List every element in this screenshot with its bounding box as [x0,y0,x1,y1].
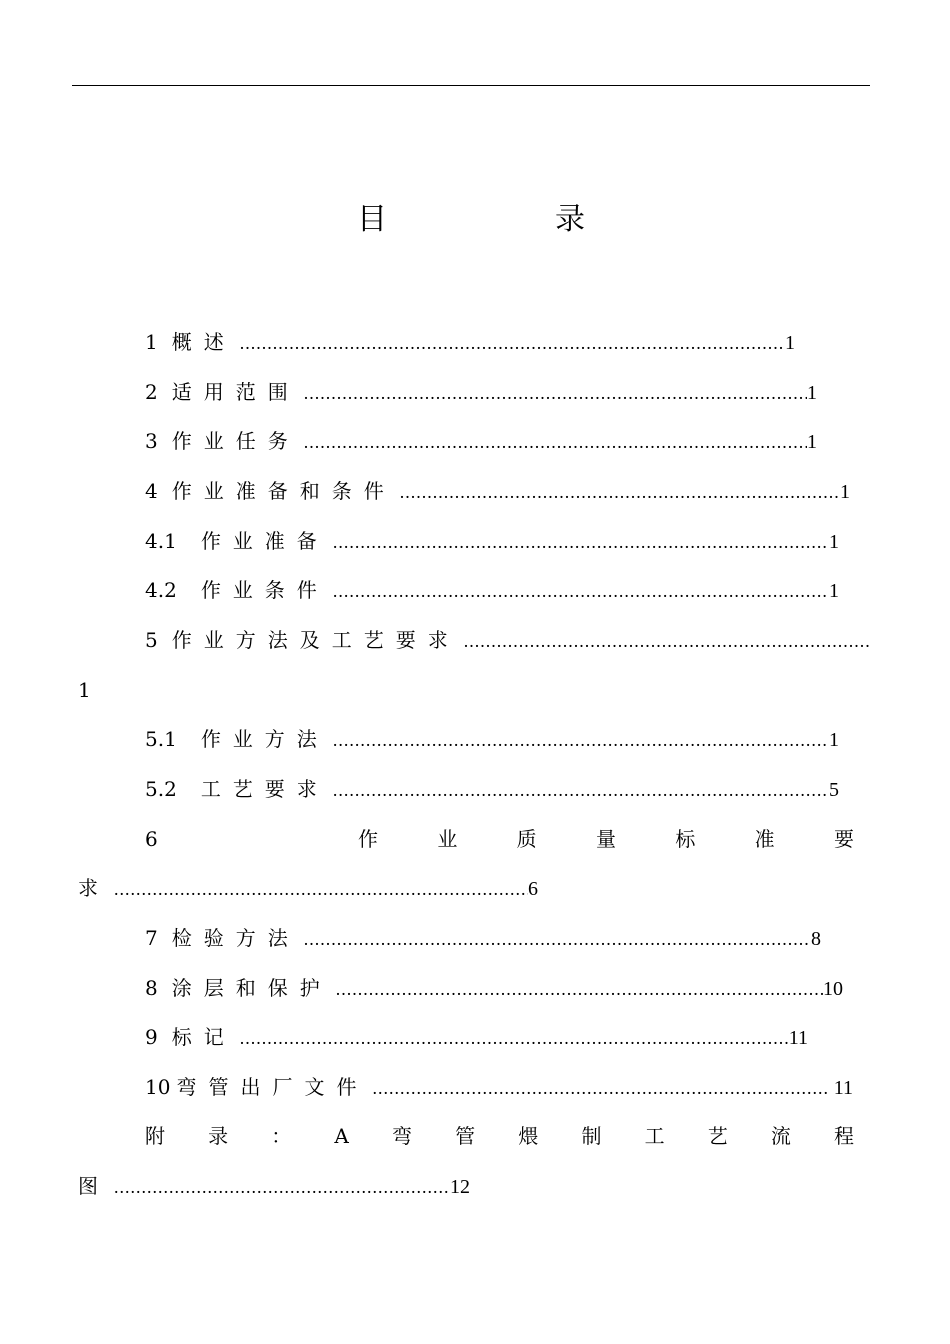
toc-number: 8 [145,976,158,1000]
toc-label-char: 附 [145,1124,165,1148]
toc-leader [333,776,829,804]
toc-leader [372,1074,827,1102]
toc-entry-9[interactable] [145,1023,808,1051]
toc-label-char: 程 [834,1124,854,1148]
toc-page: 1 [807,382,817,404]
toc-label: 图 [78,1174,110,1198]
toc-label-char: 管 [455,1124,476,1148]
toc-entry-3[interactable] [145,427,817,455]
toc-leader [336,975,823,1003]
toc-label-char: A [334,1124,349,1148]
toc-number: 5.1 [145,727,177,751]
toc-page: 11 [788,1027,808,1049]
toc-number: 5.2 [145,777,177,801]
toc-label: 标记 [171,1025,236,1049]
toc-label: 求 [78,876,110,900]
toc-number: 5 [145,628,158,652]
toc-entry-4[interactable] [145,477,850,505]
header-rule [72,85,870,86]
toc-entry-6-label[interactable] [358,825,854,853]
toc-number: 3 [145,429,158,453]
toc-label-char: 准 [754,827,775,851]
toc-page: 10 [823,978,843,1000]
toc-leader [114,1173,450,1201]
toc-leader [464,627,870,655]
toc-page: 1 [785,332,795,354]
toc-number: 7 [145,926,158,950]
toc-entry-5-2[interactable] [145,775,839,803]
toc-label: 涂层和保护 [171,976,332,1000]
toc-entry-8[interactable] [145,974,843,1002]
toc-number: 10 [145,1075,171,1099]
toc-leader [240,329,785,357]
toc-label-char: 业 [437,827,458,851]
toc-entry-10[interactable] [145,1073,853,1101]
toc-page: 1 [829,531,839,553]
toc-label-char: 弯 [392,1124,413,1148]
toc-label-char: 流 [770,1124,791,1148]
toc-page: 12 [450,1176,470,1198]
toc-page: 5 [829,779,839,801]
toc-number: 4.2 [145,578,177,602]
toc-label-char: 标 [675,827,696,851]
toc-label: 作业条件 [200,578,329,602]
toc-label-char: ： [271,1124,292,1148]
toc-entry-appendix-label[interactable] [145,1122,854,1150]
toc-label-char: 质 [516,827,537,851]
toc-label: 检验方法 [171,926,300,950]
toc-entry-1[interactable] [145,328,795,356]
toc-leader [333,528,829,556]
toc-label-char: 艺 [707,1124,728,1148]
toc-number: 4.1 [145,529,177,553]
toc-number: 9 [145,1025,158,1049]
toc-leader [333,577,829,605]
toc-label: 适用范围 [171,380,300,404]
toc-label: 作业方法及工艺要求 [171,628,460,652]
toc-page: 1 [840,481,850,503]
toc-label: 弯管出厂文件 [176,1075,369,1099]
toc-label: 作业准备 [200,529,329,553]
toc-page: 11 [833,1077,853,1099]
toc-label-char: 煨 [518,1124,539,1148]
toc-label-char: 要 [833,827,854,851]
toc-entry-6[interactable] [78,874,538,902]
title-char-2: 录 [555,202,585,237]
toc-leader [333,726,829,754]
toc-label-char: 作 [358,827,378,851]
toc-page: 1 [829,729,839,751]
toc-leader [304,379,807,407]
toc-number: 6 [145,827,158,851]
toc-label-char: 工 [644,1124,665,1148]
toc-label-char: 录 [208,1124,229,1148]
toc-label: 作业准备和条件 [171,479,396,503]
toc-entry-2[interactable] [145,378,817,406]
toc-page: 1 [78,678,91,702]
toc-label: 概述 [171,330,236,354]
toc-leader [240,1024,789,1052]
toc-leader [114,875,528,903]
toc-page: 6 [528,878,538,900]
toc-label-char: 制 [581,1124,602,1148]
toc-label-char: 量 [595,827,616,851]
toc-entry-5[interactable] [145,626,870,654]
toc-page: 1 [829,580,839,602]
toc-leader [304,428,807,456]
toc-page: 8 [811,928,821,950]
toc-label: 作业方法 [200,727,329,751]
toc-entry-4-2[interactable] [145,576,839,604]
toc-number: 4 [145,479,158,503]
toc-number: 1 [145,330,158,354]
toc-entry-5-1[interactable] [145,725,839,753]
toc-label: 作业任务 [171,429,300,453]
toc-entry-4-1[interactable] [145,527,839,555]
toc-entry-appendix[interactable] [78,1172,470,1200]
toc-leader [400,478,840,506]
page-title [0,200,950,240]
toc-entry-7[interactable] [145,924,821,952]
toc-label: 工艺要求 [200,777,329,801]
title-char-1: 目 [357,202,387,237]
toc-number: 2 [145,380,158,404]
toc-leader [304,925,811,953]
toc-page: 1 [807,431,817,453]
